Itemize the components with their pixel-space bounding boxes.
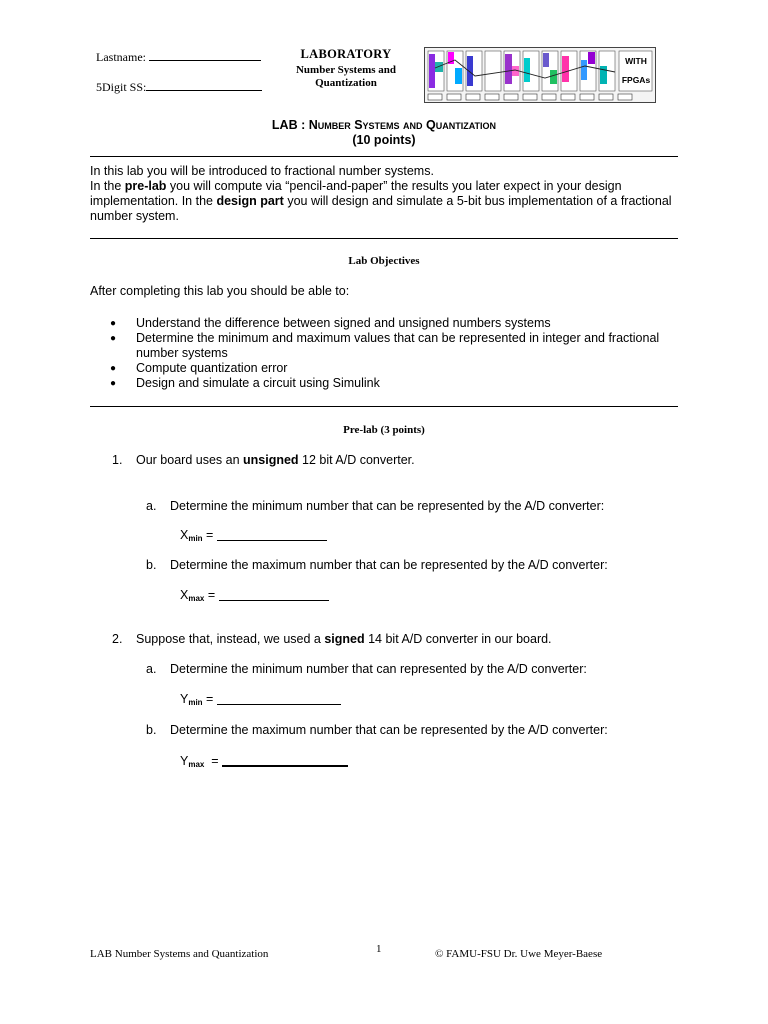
question-2a-label: a.: [146, 662, 157, 676]
header-lab-title-block: [283, 47, 409, 89]
bullet-icon: ●: [110, 318, 117, 329]
sub-min: min: [188, 698, 203, 707]
answer-xmax: [180, 588, 329, 603]
intro-bold-design: design part: [216, 194, 284, 208]
intro-text: you will compute via “pencil-and-paper” the results you later expect in your design implementation. In the: [90, 179, 622, 208]
sub-max: max: [188, 594, 205, 603]
list-item-text: Design and simulate a circuit using Simulink: [136, 376, 380, 390]
header-lab-subtitle-1: Number Systems and: [295, 64, 397, 76]
q2-bold-signed: signed: [324, 632, 365, 646]
document-title: [90, 118, 678, 147]
question-2-number: 2.: [112, 632, 123, 646]
answer-ymin: [180, 692, 341, 707]
divider-2: [90, 238, 678, 239]
q2-text: Suppose that, instead, we used a: [136, 632, 325, 646]
question-1b-label: b.: [146, 558, 157, 572]
list-item: [110, 361, 680, 376]
title-line-1: LAB : Number Systems and Quantization: [271, 118, 497, 132]
dsp-fpga-logo: [424, 47, 656, 103]
bullet-icon: ●: [110, 378, 117, 389]
header-lab-subtitle-2: Quantization: [315, 77, 377, 89]
intro-text: you will design and simulate a 5-bit bus implementation of a fractional number system.: [90, 194, 672, 223]
divider-3: [90, 406, 678, 407]
q1-bold-unsigned: unsigned: [243, 453, 299, 467]
equals-sign: =: [202, 528, 217, 542]
equals-sign: =: [204, 754, 223, 768]
q1-text: 12 bit A/D converter.: [298, 453, 415, 467]
sub-min: min: [188, 534, 203, 543]
var-x: X: [180, 528, 189, 542]
logo-text-fpgas: FPGAs: [621, 75, 651, 85]
question-1-text: [136, 453, 415, 467]
list-item-text: Understand the difference between signed and unsigned numbers systems: [136, 316, 551, 330]
var-y: Y: [180, 692, 189, 706]
logo-text-with: WITH: [625, 56, 647, 66]
lastname-label: Lastname:: [96, 50, 146, 64]
q1-text: Our board uses an: [136, 453, 244, 467]
question-2b-label: b.: [146, 723, 157, 737]
question-2a-text: Determine the minimum number that can represented by the A/D converter:: [170, 662, 587, 676]
list-item-text: Determine the minimum and maximum values that can be represented in integer and fractional number systems: [136, 331, 660, 360]
objectives-list: [110, 316, 680, 391]
intro-block: [90, 164, 682, 224]
list-item: [110, 316, 680, 331]
ss-field-row: [96, 78, 262, 95]
intro-bold-prelab: pre-lab: [124, 179, 167, 193]
title-line-2: (10 points): [352, 133, 416, 147]
objectives-lead: After completing this lab you should be able to:: [90, 284, 350, 298]
q2-text: 14 bit A/D converter in our board.: [364, 632, 552, 646]
intro-text: In the: [90, 179, 125, 193]
var-y: Y: [180, 754, 189, 768]
footer-right: © FAMU-FSU Dr. Uwe Meyer-Baese: [435, 948, 603, 960]
question-1b-text: Determine the maximum number that can be represented by the A/D converter:: [170, 558, 608, 572]
answer-xmin-input[interactable]: [217, 528, 327, 541]
equals-sign: =: [202, 692, 217, 706]
list-item-text: Compute quantization error: [136, 361, 288, 375]
prelab-heading: Pre-lab (3 points): [343, 424, 425, 436]
intro-paragraph-1: In this lab you will be introduced to fractional number systems.: [90, 164, 434, 178]
lastname-field-row: [96, 48, 261, 65]
question-2-text: [136, 632, 552, 646]
bullet-icon: ●: [110, 333, 117, 344]
ss-blank: [146, 78, 262, 91]
var-x: X: [180, 588, 189, 602]
answer-xmin: [180, 528, 327, 543]
question-1a-text: Determine the minimum number that can be represented by the A/D converter:: [170, 499, 605, 513]
answer-xmax-input[interactable]: [219, 588, 329, 601]
question-2b-text: Determine the maximum number that can be represented by the A/D converter:: [170, 723, 608, 737]
answer-ymax-input[interactable]: [222, 753, 348, 767]
sub-max: max: [188, 760, 205, 769]
answer-ymax: [180, 753, 348, 769]
question-1a-label: a.: [146, 499, 157, 513]
divider-1: [90, 156, 678, 157]
answer-ymin-input[interactable]: [217, 692, 341, 705]
ss-label: 5Digit SS:: [96, 80, 147, 94]
list-item: [110, 376, 680, 391]
list-item: [110, 331, 680, 361]
bullet-icon: ●: [110, 363, 117, 374]
objectives-heading: Lab Objectives: [348, 255, 420, 267]
lastname-blank: [149, 48, 261, 61]
footer-left: LAB Number Systems and Quantization: [90, 948, 269, 960]
equals-sign: =: [204, 588, 219, 602]
header-lab-title: LABORATORY: [300, 47, 392, 61]
footer-page-number: 1: [376, 943, 382, 955]
question-1-number: 1.: [112, 453, 123, 467]
intro-paragraph-2: [90, 179, 682, 224]
